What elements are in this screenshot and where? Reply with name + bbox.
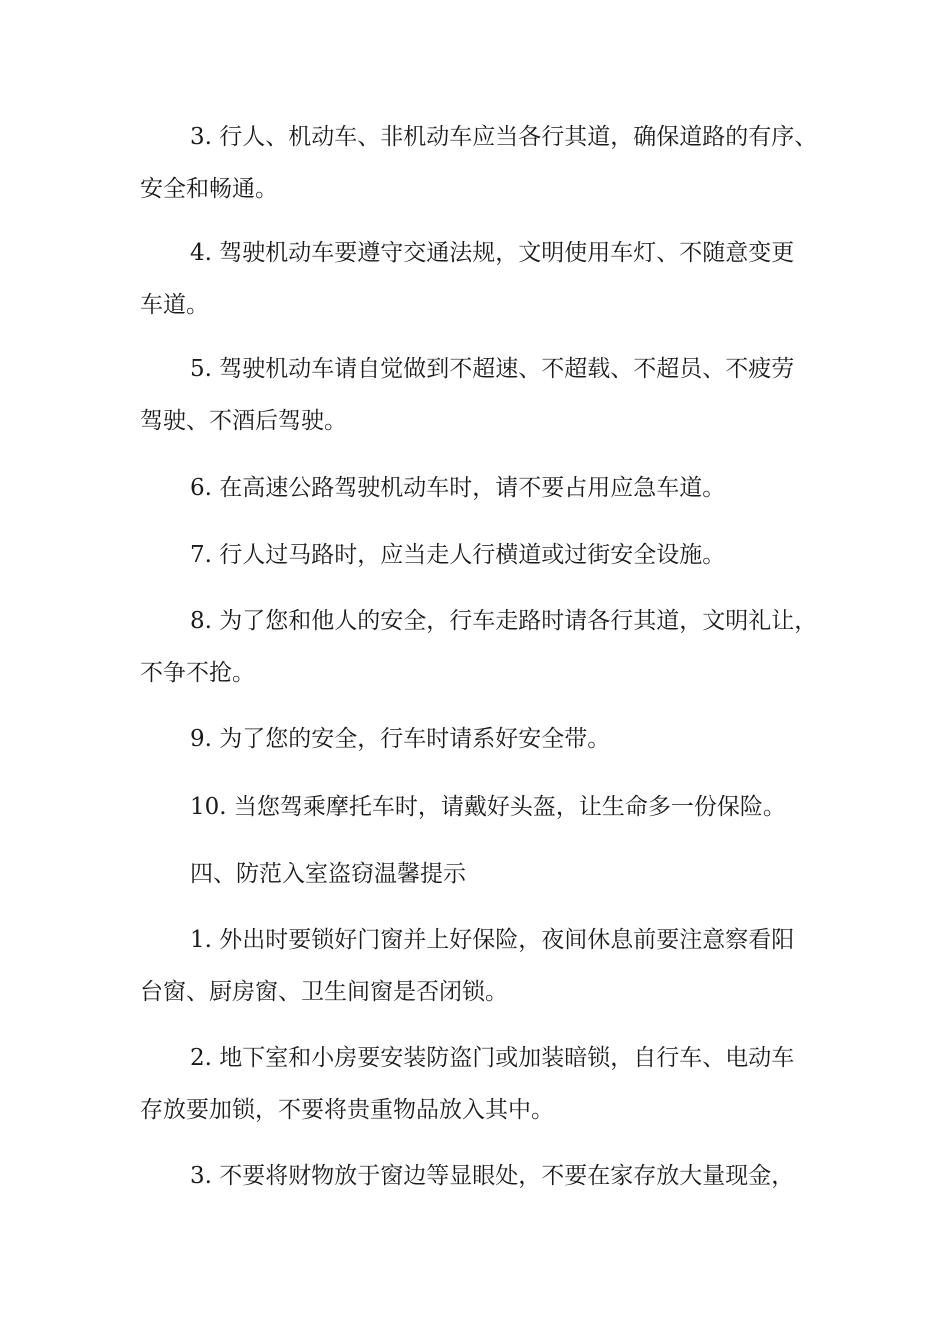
burglary-item-1-line-1: 1. 外出时要锁好门窗并上好保险，夜间休息前要注意察看阳 <box>190 927 795 953</box>
item-3-traffic-line-2: 安全和畅通。 <box>140 176 278 202</box>
section-heading: 四、防范入室盗窃温馨提示 <box>190 861 466 887</box>
item-8-line-2: 不争不抢。 <box>140 660 255 686</box>
item-7: 7. 行人过马路时，应当走人行横道或过街安全设施。 <box>190 542 726 568</box>
burglary-item-1-line-2: 台窗、厨房窗、卫生间窗是否闭锁。 <box>140 979 508 1005</box>
burglary-item-3-line-1: 3. 不要将财物放于窗边等显眼处，不要在家存放大量现金， <box>190 1163 795 1189</box>
item-4-line-2: 车道。 <box>140 292 209 318</box>
item-8-line-1: 8. 为了您和他人的安全，行车走路时请各行其道，文明礼让， <box>190 608 818 634</box>
burglary-item-2-line-1: 2. 地下室和小房要安装防盗门或加装暗锁，自行车、电动车 <box>190 1045 795 1071</box>
burglary-item-2-line-2: 存放要加锁，不要将贵重物品放入其中。 <box>140 1097 554 1123</box>
item-3-traffic-line-1: 3. 行人、机动车、非机动车应当各行其道，确保道路的有序、 <box>190 124 818 150</box>
item-4-line-1: 4. 驾驶机动车要遵守交通法规，文明使用车灯、不随意变更 <box>190 240 795 266</box>
item-10: 10. 当您驾乘摩托车时，请戴好头盔，让生命多一份保险。 <box>190 794 786 820</box>
item-5-line-1: 5. 驾驶机动车请自觉做到不超速、不超载、不超员、不疲劳 <box>190 356 795 382</box>
item-5-line-2: 驾驶、不酒后驾驶。 <box>140 408 347 434</box>
item-9: 9. 为了您的安全，行车时请系好安全带。 <box>190 726 611 752</box>
item-6: 6. 在高速公路驾驶机动车时，请不要占用应急车道。 <box>190 475 726 501</box>
